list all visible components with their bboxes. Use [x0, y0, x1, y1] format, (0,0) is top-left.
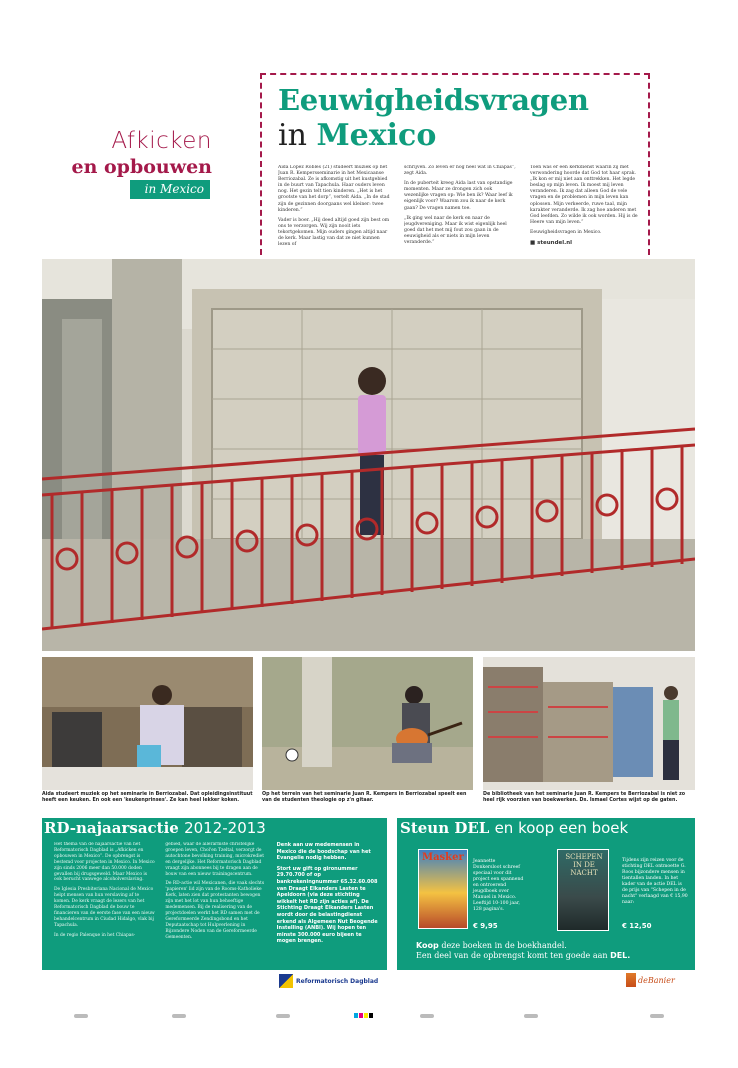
del-title-rest: en koop een boek — [494, 819, 629, 837]
banier-logo-icon — [626, 973, 636, 987]
print-mark — [420, 1014, 434, 1018]
main-photo — [42, 259, 695, 651]
library-photo — [483, 657, 695, 790]
del-footer-bold-1: Koop — [416, 941, 439, 950]
paragraph: „Ik ging wel naar de kerk en naar de jeugdvereniging. Maar ik wist eigenlijk heel goed dat het met mij fout zou gaan in de eeuwigheid als er niets in mijn leven veranderde.” — [404, 215, 507, 246]
paragraph: schrijven. Zo leven er nog heel wat in Chiapas”, zegt Aida. — [404, 165, 516, 177]
article-column-2 — [404, 165, 518, 253]
article-title-line-2 — [278, 118, 436, 153]
source-link[interactable] — [530, 240, 644, 246]
kicker-line-3: in Mexico — [130, 180, 210, 199]
article-column-3 — [530, 165, 644, 253]
banier-logo-text: deBanier — [638, 975, 675, 985]
paragraph: Stort uw gift op gironummer 29.70.700 of op bankrekeningnummer 65.32.60.008 van Draagt Elkanders Lasten te Apeldoorn (via deze stichting wikkelt het RD zijn acties af). De Stichting Draagt Elkanders Lasten wordt door de belastingdienst erkend als Algemeen Nut Beogende Instelling (ANBI). Wij hopen ten minste 300.000 euro bijeen te mogen brengen. — [276, 865, 378, 945]
print-mark — [276, 1014, 290, 1018]
kicker-line-2: en opbouwen — [71, 156, 212, 178]
kicker-line-1: Afkicken — [111, 128, 212, 154]
print-mark — [650, 1014, 664, 1018]
guitar-illustration — [262, 657, 473, 790]
paragraph: De Iglesia Presbiteriana Nacional de Mexico helpt mensen van hun verslaving af te komen. De kerk vraagt de lezers van het Reformatorisch Dagblad de bouw te financieren van de eerste fase van een nieuw behandelcentrum in Ciudad Hidalgo, vlak bij Tapachula. — [54, 887, 155, 928]
banier-logo — [626, 973, 675, 987]
library-illustration — [483, 657, 695, 790]
book1-description: Jeannette Donkersloot schreef speciaal voor dit project een spannend en ontroerend jeugdboek over Manuel in Mexico. Leeftijd 10-100 jaar, 128 pagina's. — [473, 859, 524, 912]
guitar-photo — [262, 657, 473, 790]
rd-logo-text: Reformatorisch Dagblad — [296, 977, 379, 985]
article-body — [278, 165, 644, 253]
paragraph: In de regio Palenque in het Chiapas- — [54, 932, 136, 938]
title-prefix: in — [278, 118, 307, 153]
article-column-1 — [278, 165, 392, 253]
print-mark — [172, 1014, 186, 1018]
paragraph: Het thema van de najaarsactie van het Reformatorisch Dagblad is „Afkicken en opbouwen in Mexico”. De opbrengst is bestemd voor projecten in Mexico. In Mexico zijn sinds 2006 meer dan 50.000 doden gevallen bij drugsgeweld. Maar Mexico is ook berucht vanwege alcoholverslaving. — [54, 842, 155, 883]
rd-title-year: 2012-2013 — [184, 819, 266, 837]
rd-title-bold: RD-najaarsactie — [44, 819, 179, 837]
kitchen-photo — [42, 657, 253, 790]
title-bold: Mexico — [316, 118, 437, 153]
paragraph: De RD-actie wil Mexicanen, die vaak slechts 'papieren' lid zijn van de Rooms-Katholieke Kerk, laten zien dat protestanten bewogen zijn met het lot van hun behoeftige medemensen. Bij de realisering van de projectdoelen werkt het RD samen met de Gereformeerde Zendingsbond en het Deputaatschap tot Hulpverlening in Bijzondere Noden van de Gereformeerde Gemeenten. — [165, 881, 265, 940]
book1-price: € 9,95 — [473, 922, 498, 930]
book2-price: € 12,50 — [622, 922, 652, 930]
del-footer — [416, 941, 630, 961]
del-footer-line-2 — [416, 951, 630, 961]
del-footer-text-2: Een deel van de opbrengst komt ten goede aan — [416, 951, 611, 960]
source-link-label: steundel.nl — [537, 240, 573, 247]
rd-column-2 — [165, 842, 266, 964]
photo-caption-2: Op het terrein van het seminarie Juan R. Kempers in Berriozabal speelt een van de studenten theologie op z'n gitaar. — [262, 792, 467, 803]
paragraph: Denk aan uw medemensen in Mexico die de boodschap van het Evangelie nodig hebben. — [276, 842, 371, 862]
square-icon: ■ — [530, 240, 538, 247]
book-cover-masker-title: Masker — [422, 852, 464, 863]
balcony-photo-illustration — [42, 259, 695, 651]
rd-campaign-body — [54, 842, 378, 964]
rd-column-3 — [277, 842, 378, 964]
rd-campaign-title — [44, 819, 266, 837]
print-mark — [524, 1014, 538, 1018]
del-footer-line-1 — [416, 941, 630, 951]
paragraph: Aida Lopez Robles (21) studeert muziek op het Juan R. Kempersseminarie in het Mexicaanse Berriozabal. Ze is afkomstig uit het kustgebied in de buurt van Tapachula. Haar ouders leven nog. Het gezin telt tien kinderen. „Het is het grootste van het dorp”, vertelt Aida. „In de stad zijn de gezinnen doorgaans wel kleiner: twee kinderen.” — [278, 165, 390, 213]
del-footer-bold-2: DEL. — [610, 951, 631, 960]
del-footer-text-1: deze boeken in de boekhandel. — [438, 941, 567, 950]
article-title-line-1: Eeuwigheidsvragen — [278, 83, 589, 117]
color-swatches — [354, 1013, 373, 1018]
paragraph: Eeuwigheidsvragen in Mexico. — [530, 229, 602, 235]
book-cover-schepen-title: SCHEPEN IN DE NACHT — [565, 853, 603, 877]
photo-caption-1: Aida studeert muziek op het seminarie in Berriozabal. Dat opleidingsinstituut heeft een keuken. En ook een 'keukenprinses'. Ze kan heel lekker koken. — [42, 792, 253, 803]
book2-description: Tijdens zijn reizen voor de stichting DEL ontmoette G. Roos bijzondere mensen in tientallen landen. In het kader van de actie DEL is de prijs van "Schepen in de nacht" verlaagd van € 15,90 naar: — [622, 858, 688, 905]
kitchen-illustration — [42, 657, 253, 790]
print-mark — [74, 1014, 88, 1018]
rd-logo-icon — [279, 974, 293, 988]
photo-caption-3: De bibliotheek van het seminarie Juan R. Kempers te Berriozabal is niet zo heel rijk voorzien van boekwerken. Ds. Ismael Cortes wijst op de gaten. — [483, 792, 686, 803]
rd-logo — [279, 974, 378, 988]
del-title-bold: Steun DEL — [400, 819, 490, 837]
paragraph: Toen was er een kerkdienst waarin zij met verwondering hoorde dat God tot haar sprak. „Ik kon er mij niet aan onttrekken. Het legde beslag op mijn leven. Ik moest mij leven veranderen. Ik zag dat alleen God de vele vragen en de problemen in mijn leven kan oplossen. Mijn verkeerde, ruwe taal, mijn karakter veranderde. Ik zag hoe anderen met God leefden. Zo wilde ik ook worden. Hij is de Heere van mijn leven.” — [530, 165, 638, 225]
paragraph: gebied, waar de allerarmste christelijke groepen leven, Chol'en Tzeltal, verzorgt de autochtone bevolking training, microkrediet en dergelijke. Het Reformatorisch Dagblad vraagt zijn abonnees bij te dragen aan de bouw van een nieuw trainingscentrum. — [165, 842, 264, 877]
rd-column-1 — [54, 842, 155, 964]
del-campaign-title — [400, 819, 628, 837]
paragraph: In de puberteit kreeg Aida last van opstandige momenten. Maar ze drongen zich ook wezenlijke vragen op: Wie ben ik? Waar leef ik eigenlijk voor? Waarom zou ik naar de kerk gaan? De vragen namen toe. — [404, 181, 513, 211]
paragraph: Vader is boer. „Hij deed altijd goed zijn best om ons te verzorgen. Wij zijn nooit iets tekortgekomen. Mijn ouders gingen altijd naar de kerk. Maar lastig van dat ze niet kunnen lezen of — [278, 217, 390, 248]
